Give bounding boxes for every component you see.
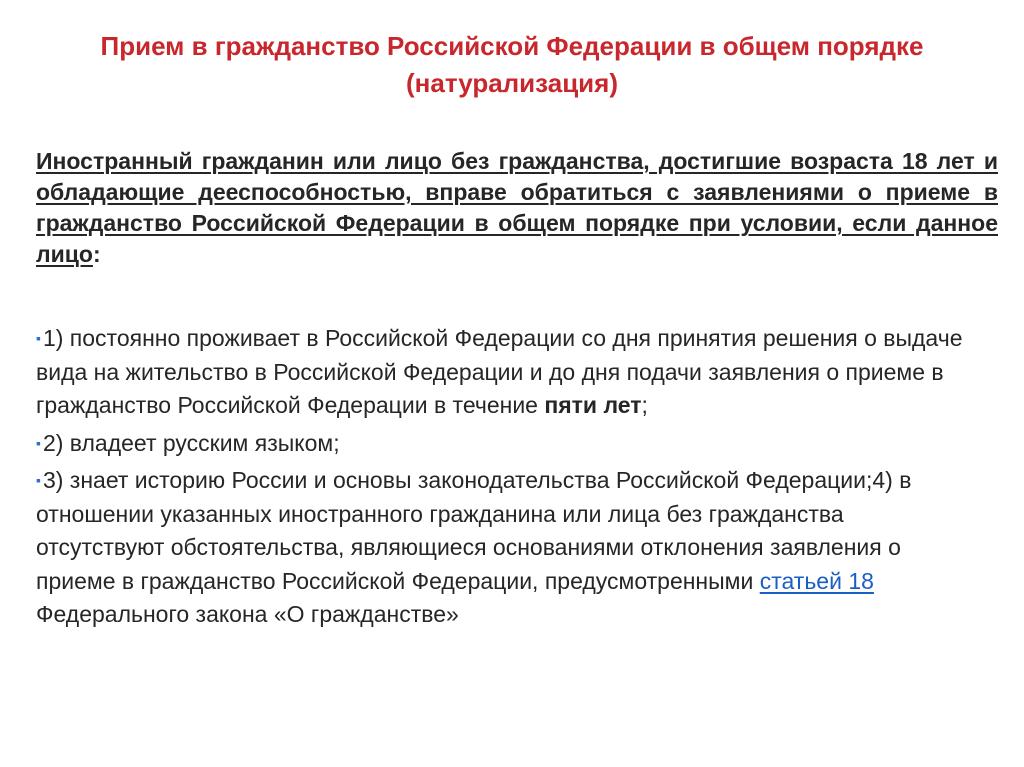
intro-text: Иностранный гражданин или лицо без гражданства, достигшие возраста 18 лет и обладающие дееспособностью, вправе обратиться с заявлениями о приеме в гражданство Российской Федерации в общем порядке при условии, если данное лицо xyxy=(36,148,998,267)
list-item-3 xyxy=(36,464,976,632)
list-item-text: 3) знает историю России и основы законодательства Российской Федерации;4) в отношении указанных иностранного гражданина или лица без гражданства отсутствуют обстоятельства, являющиеся основаниями отклонения заявления о приеме в гражданство Российской Федерации, предусмотренными xyxy=(36,467,912,594)
list-item-text: 1) постоянно проживает в Российской Федерации со дня принятия решения о выдаче вида на жительство в Российской Федерации и до дня подачи заявления о приеме в гражданство Российской Федерации в течение xyxy=(36,325,963,418)
square-bullet-icon: ▪ xyxy=(36,472,41,488)
list-item-2 xyxy=(36,427,976,461)
square-bullet-icon: ▪ xyxy=(36,434,41,451)
article-18-link[interactable]: статьей 18 xyxy=(759,567,874,594)
list-item-1 xyxy=(36,322,976,423)
intro-paragraph xyxy=(36,146,998,270)
square-bullet-icon: ▪ xyxy=(36,330,41,346)
list-item-ending: Федерального закона «О гражданстве» xyxy=(36,601,459,627)
conditions-list xyxy=(36,322,976,636)
emphasis-text: пяти лет xyxy=(544,392,642,418)
list-item-text: 2) владеет русским языком; xyxy=(42,429,340,456)
intro-colon: : xyxy=(92,241,101,267)
list-item-ending: ; xyxy=(641,392,648,418)
slide-title: Прием в гражданство Российской Федерации в общем порядке (натурализация) xyxy=(100,31,924,98)
